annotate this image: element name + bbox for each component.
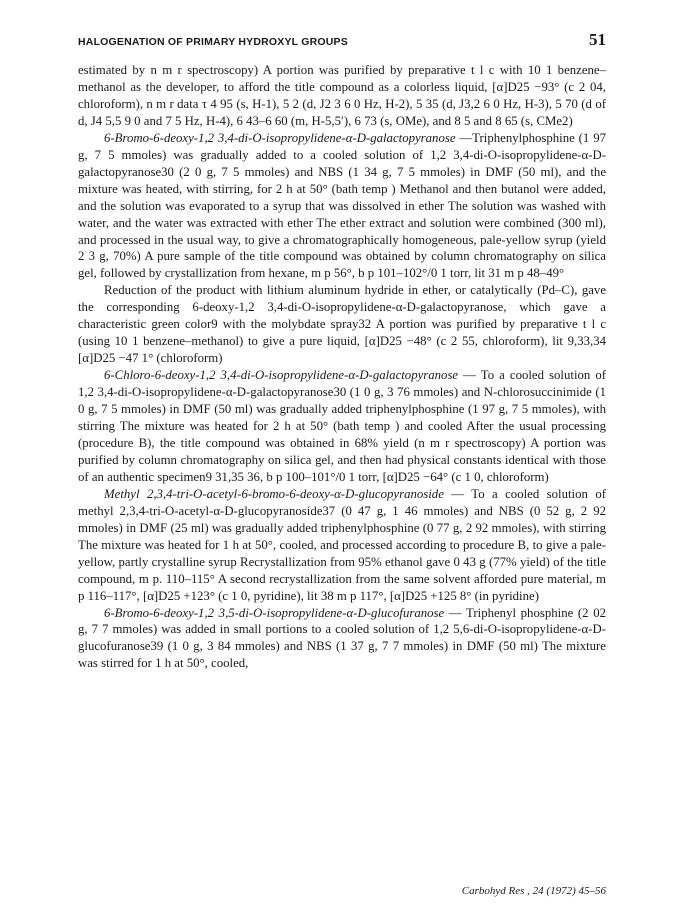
page-number: 51 <box>589 30 606 49</box>
running-head: HALOGENATION OF PRIMARY HYDROXYL GROUPS <box>78 36 348 48</box>
paragraph-4 <box>78 367 606 486</box>
paragraph-1: estimated by n m r spectroscopy) A portion was purified by preparative t l c with 10 1 benzene–methanol as the developer, to afford the title compound as a colorless liquid, [α]D25 −93° (c 2 04, chloroform), n m r data τ 4 95 (s, H-1), 5 2 (d, J2 3 6 0 Hz, H-2), 5 35 (d, J3,2 6 0 Hz, H-3), 5 70 (d of d, J4 5,5 9 0 and 7 5 Hz, H-4), 6 43–6 60 (m, H-5,5′), 6 73 (s, OMe), and 8 5 and 8 65 (s, CMe2) <box>78 63 606 128</box>
body-text <box>78 62 606 672</box>
paragraph-4-body: — To a cooled solution of 1,2 3,4-di-O-isopropylidene-α-D-galactopyranose30 (1 0 g, 3 76 mmoles) and N-chlorosuccinimide (1 0 g, 7 5 mmoles) in DMF (50 ml) was gradually added triphenylphosphine (1 97 g, 7 5 mmoles), with stirring The mixture was heated for 2 h at 50° (bath temp ) and cooled After the usual processing (procedure B), the title compound was obtained in 68% yield (n m r spectroscopy) A portion was purified by column chromatography on silica gel, and then had physical constants identical with those of an authentic specimen9 31,35 36, b p 100–101°/0 1 torr, [α]D25 −64° (c 1 0, chloroform) <box>78 368 607 484</box>
paragraph-3: Reduction of the product with lithium aluminum hydride in ether, or catalytically (Pd–C), gave the corresponding 6-deoxy-1,2 3,4-di-O-isopropylidene-α-D-galactopyranose, which gave a characteristic green color9 with the molybdate spray32 A portion was purified by preparative t l c (using 10 1 benzene–methanol) to give a pure liquid, [α]D25 −48° (c 2 55, chloroform), lit 9,33,34 [α]D25 −47 1° (chloroform) <box>78 283 606 366</box>
journal-citation: Carbohyd Res , 24 (1972) 45–56 <box>461 885 606 897</box>
paragraph-2 <box>78 130 606 283</box>
compound-title-bromo-glucofuranose: 6-Bromo-6-deoxy-1,2 3,5-di-O-isopropylidene-α-D-glucofuranose <box>104 605 445 620</box>
paragraph-2-body: —Triphenylphosphine (1 97 g, 7 5 mmoles) was gradually added to a cooled solution of 1,2 3,4-di-O-isopropylidene-α-D-galactopyranose30 (2 0 g, 7 5 mmoles) and NBS (1 34 g, 7 5 mmoles) in DMF (50 ml), and the mixture was heated, with stirring, for 2 h at 50° (bath temp ) Methanol and then butanol were added, and the solution was evaporated to a syrup that was dissolved in ether The solution was washed with water, and the water was extracted with ether The ether extract and solution were combined (300 ml), and processed in the usual way, to give a chromatographically homogeneous, pale-yellow syrup (yield 2 3 g, 70%) A pure sample of the title compound was obtained by column chromatography on silica gel, followed by crystallization from hexane, m p 56°, b p 101–102°/0 1 torr, lit 31 m p 48–49° <box>78 130 606 281</box>
paragraph-5-body: — To a cooled solution of methyl 2,3,4-tri-O-acetyl-α-D-glucopyranoside37 (0 47 g, 1 46 mmoles) and NBS (0 52 g, 2 92 mmoles) in DMF (25 ml) was gradually added triphenylphosphine (0 77 g, 2 92 mmoles), with stirring The mixture was heated for 1 h at 50°, cooled, and processed according to procedure B, to give a pale-yellow, partly crystalline syrup Recrystallization from 95% ethanol gave 0 43 g (77% yield) of the title compound, m p. 110–115° A second recrystallization from the same solvent afforded pure material, m p 116–117°, [α]D25 +123° (c 1 0, pyridine), lit 38 m p 117°, [α]D25 +125 8° (in pyridine) <box>78 486 606 603</box>
page-header <box>78 30 606 50</box>
paragraph-5 <box>78 486 606 605</box>
compound-title-chloro-galactopyranose: 6-Chloro-6-deoxy-1,2 3,4-di-O-isopropylidene-α-D-galactopyranose <box>104 368 459 383</box>
paragraph-6 <box>78 605 606 673</box>
compound-title-methyl-glucopyranoside: Methyl 2,3,4-tri-O-acetyl-6-bromo-6-deoxy-α-D-glucopyranoside <box>104 486 444 501</box>
compound-title-bromo-galactopyranose: 6-Bromo-6-deoxy-1,2 3,4-di-O-isopropylidene-α-D-galactopyranose <box>104 130 456 145</box>
paragraph-6-body: — Triphenyl phosphine (2 02 g, 7 7 mmoles) was added in small portions to a cooled solution of 1,2 5,6-di-O-isopropylidene-α-D-glucofuranose39 (1 0 g, 3 84 mmoles) and NBS (1 37 g, 7 7 mmoles) in DMF (50 ml) The mixture was stirred for 1 h at 50°, cooled, <box>78 605 606 671</box>
